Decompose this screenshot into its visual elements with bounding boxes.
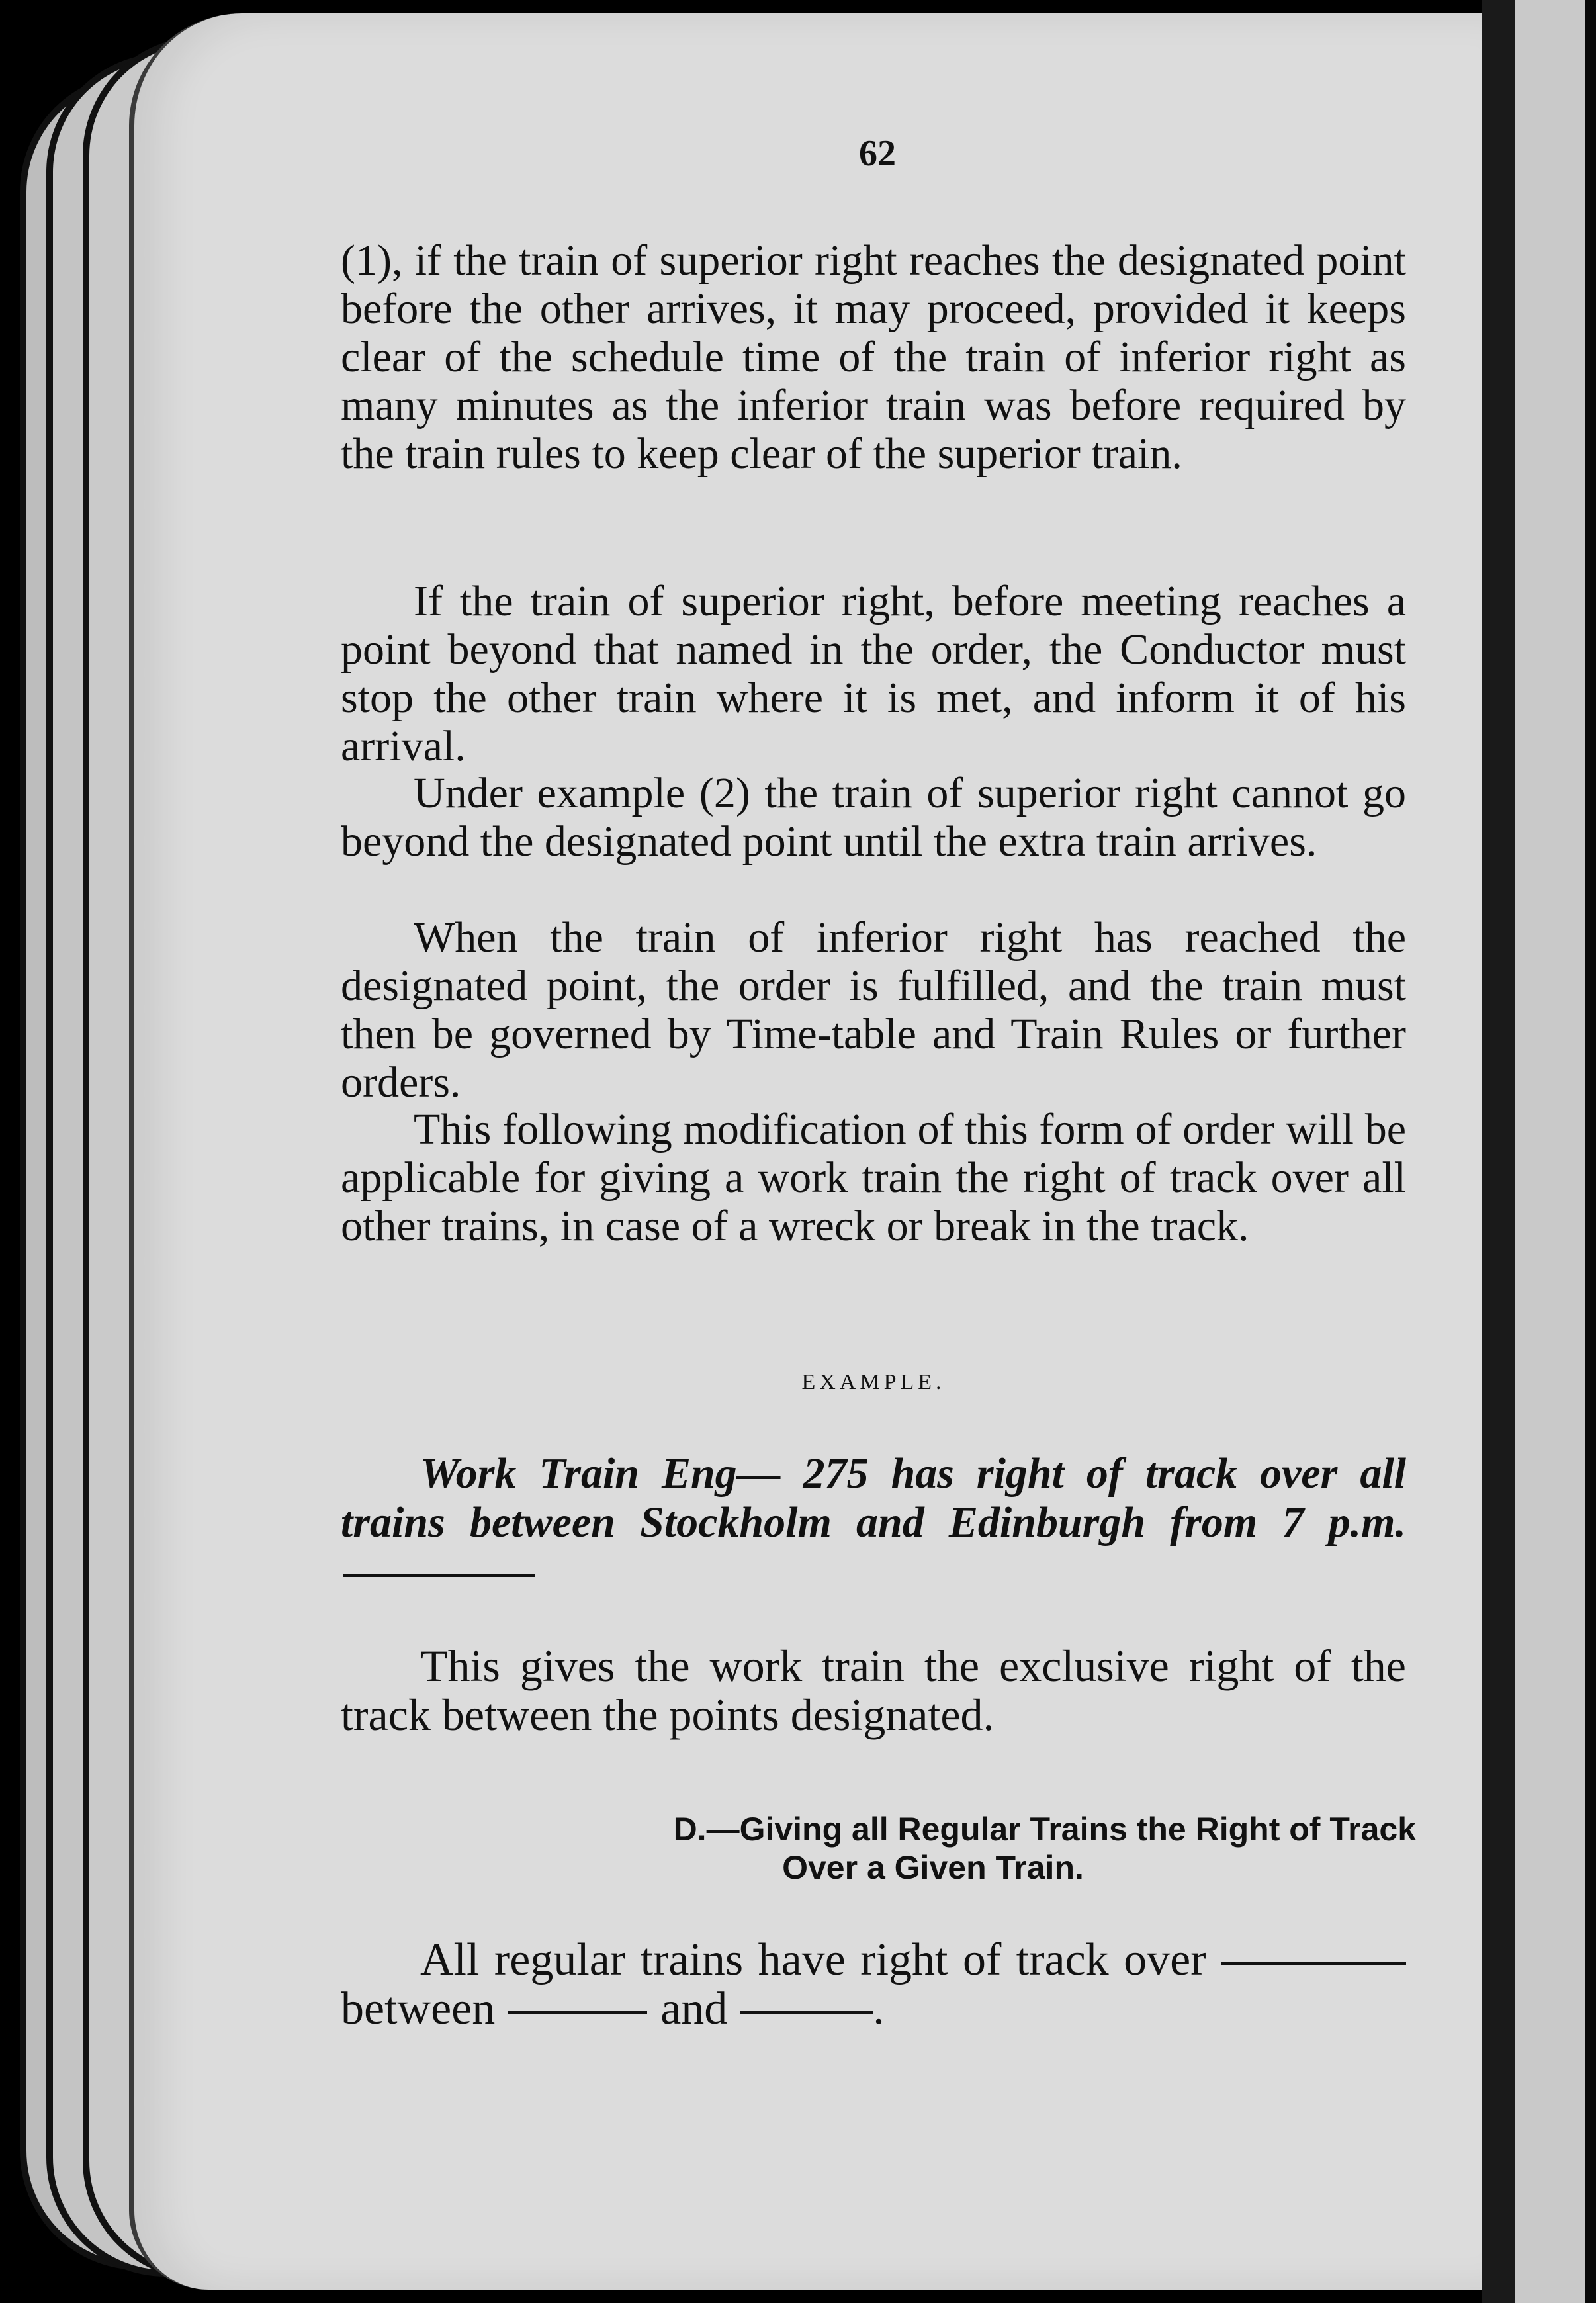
scan-border [1585,0,1596,2303]
example-text: Work Train Eng— 275 has right of track over all trains between Stockholm and Edinburgh from 7 p.m. [341,1449,1406,1547]
paragraph-text: (1), if the train of superior right reaches the designated point before the other arrives, it may proceed, provided it keeps clear of the schedule time of the train of inferior right as many minutes as the inferior train was before required by the train rules to keep clear of the superior train. [341,236,1406,478]
book-binding [1482,0,1515,2303]
example-order-text [341,1449,1406,1596]
paragraph-text: If the train of superior right, before meeting reaches a point beyond that named in the order, the Conductor must stop the other train where it is met, and inform it of his arrival. [341,577,1406,770]
blank-line-train [1221,1962,1406,1965]
paragraph-text: When the train of inferior right has reached the designated point, the order is fulfilled, and the train must then be governed by Time-table and Train Rules or further orders. [341,913,1406,1106]
regular-order-between: between [341,1983,496,2034]
paragraph-text: This following modification of this form of order will be applicable for giving a work train the right of track over all other trains, in case of a wreck or break in the track. [341,1105,1406,1250]
paragraph-text: Under example (2) the train of superior right cannot go beyond the designated point until the extra train arrives. [341,769,1406,866]
paragraph-5 [341,1105,1406,1250]
section-d-line-1: D.—Giving all Regular Trains the Right of Track [673,1811,1416,1848]
facing-page-strip [1515,0,1596,2303]
blank-line-point-1 [508,2011,647,2014]
regular-trains-order [341,1936,1406,2034]
example-heading: EXAMPLE. [801,1370,946,1394]
regular-order-part1: All regular trains have right of track over [420,1934,1206,1985]
paragraph-3 [341,769,1406,866]
section-d-heading [450,1810,1416,1887]
blank-line-point-2 [740,2011,873,2014]
paragraph-1 [341,236,1406,478]
regular-order-end: . [873,1983,885,2034]
page-number: 62 [859,133,896,174]
paragraph-4 [341,913,1406,1106]
explanation-paragraph: This gives the work train the exclusive right of the track between the points designated. [341,1641,1406,1740]
section-d-line-2: Over a Given Train. [782,1849,1084,1886]
paragraph-2 [341,577,1406,770]
regular-order-and: and [660,1983,728,2034]
example-blank-line [343,1574,535,1577]
